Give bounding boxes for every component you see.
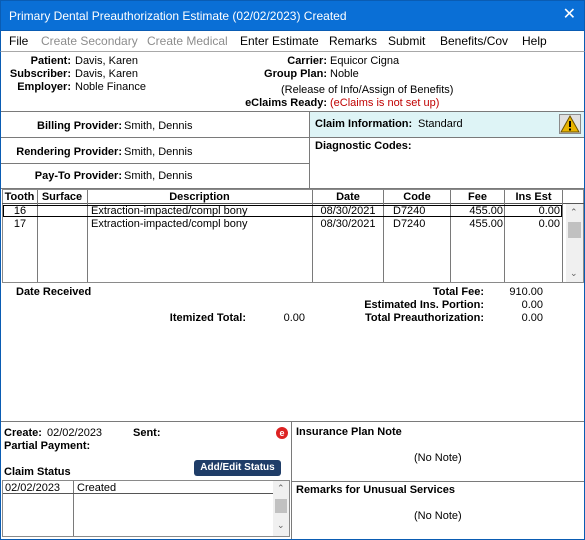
- employer-label: Employer:: [17, 81, 71, 93]
- add-edit-status-button[interactable]: Add/Edit Status: [194, 460, 281, 476]
- row-1-description: Extraction-impacted/compl bony: [91, 205, 248, 217]
- carrier-value: Equicor Cigna: [330, 55, 400, 67]
- status-scroll-thumb[interactable]: [275, 499, 287, 513]
- divider: [291, 421, 292, 539]
- scroll-up-icon[interactable]: ⌃: [570, 207, 578, 217]
- procedure-scroll-thumb[interactable]: [568, 222, 581, 238]
- col-divider: [450, 190, 451, 282]
- divider: [1, 137, 310, 138]
- estimated-ins-portion-value: 0.00: [521, 299, 543, 311]
- menu-create-secondary[interactable]: Create Secondary: [41, 34, 138, 48]
- claim-information-label: Claim Information:: [315, 118, 413, 130]
- create-value: 02/02/2023: [47, 427, 103, 439]
- col-surface[interactable]: Surface: [41, 191, 83, 203]
- divider: [310, 137, 584, 138]
- diagnostic-codes-label: Diagnostic Codes:: [315, 140, 412, 152]
- col-divider: [383, 190, 384, 282]
- sent-label: Sent:: [133, 427, 161, 439]
- payto-provider-label: Pay-To Provider:: [34, 170, 122, 182]
- row-1-code: D7240: [393, 205, 426, 217]
- create-label: Create:: [4, 427, 42, 439]
- title-bar: [0, 0, 585, 31]
- release-of-info: (Release of Info/Assign of Benefits): [281, 84, 454, 96]
- col-description[interactable]: Description: [169, 191, 230, 203]
- billing-provider-label: Billing Provider:: [37, 120, 122, 132]
- col-divider: [504, 190, 505, 282]
- billing-provider-value[interactable]: Smith, Dennis: [124, 120, 193, 132]
- carrier-label: Carrier:: [287, 55, 327, 67]
- menu-create-medical[interactable]: Create Medical: [147, 34, 228, 48]
- divider: [1, 163, 310, 164]
- divider: [1, 421, 584, 422]
- partial-payment-label: Partial Payment:: [4, 440, 91, 452]
- grid-header-divider: [2, 203, 584, 204]
- menu-remarks[interactable]: Remarks: [329, 34, 378, 48]
- menu-submit[interactable]: Submit: [388, 34, 426, 48]
- rendering-provider-label: Rendering Provider:: [16, 146, 122, 158]
- row-2-description: Extraction-impacted/compl bony: [91, 218, 248, 230]
- menu-help[interactable]: Help: [522, 34, 547, 48]
- menu-benefits-cov[interactable]: Benefits/Cov: [440, 34, 509, 48]
- subscriber-label: Subscriber:: [9, 68, 71, 80]
- eclaims-label: eClaims Ready:: [245, 97, 327, 109]
- total-preauthorization-value: 0.00: [521, 312, 543, 324]
- row-2-ins-est: 0.00: [538, 218, 560, 230]
- payto-provider-value[interactable]: Smith, Dennis: [124, 170, 193, 182]
- total-fee-value: 910.00: [509, 286, 543, 298]
- col-divider: [73, 481, 74, 536]
- rendering-provider-value[interactable]: Smith, Dennis: [124, 146, 193, 158]
- col-divider: [87, 190, 88, 282]
- row-2-code: D7240: [393, 218, 426, 230]
- status-row-date[interactable]: 02/02/2023: [5, 482, 61, 494]
- employer-value: Noble Finance: [75, 81, 146, 93]
- row-2-fee: 455.00: [469, 218, 503, 230]
- claim-status-label: Claim Status: [4, 466, 71, 478]
- col-code[interactable]: Code: [403, 191, 431, 203]
- col-divider: [562, 190, 563, 282]
- status-row-status[interactable]: Created: [77, 482, 117, 494]
- estimated-ins-portion-label: Estimated Ins. Portion:: [364, 299, 484, 311]
- col-fee[interactable]: Fee: [468, 191, 487, 203]
- patient-value: Davis, Karen: [75, 55, 138, 67]
- remarks-unusual-value: (No Note): [414, 510, 462, 522]
- group-plan-value: Noble: [330, 68, 359, 80]
- insurance-plan-note-value: (No Note): [414, 452, 462, 464]
- divider: [292, 481, 584, 482]
- eclaims-value: (eClaims is not set up): [330, 97, 440, 109]
- window-title: Primary Dental Preauthorization Estimate (02/02/2023) Created: [9, 9, 347, 23]
- remarks-unusual-label: Remarks for Unusual Services: [296, 484, 455, 496]
- menu-enter-estimate[interactable]: Enter Estimate: [240, 34, 319, 48]
- col-divider: [312, 190, 313, 282]
- itemized-total-label: Itemized Total:: [169, 312, 246, 324]
- row-2-tooth: 17: [13, 218, 27, 230]
- itemized-total-value: 0.00: [283, 312, 305, 324]
- date-received-label: Date Received: [16, 286, 92, 298]
- eclaim-icon[interactable]: e: [276, 427, 288, 439]
- row-2-date: 08/30/2021: [320, 218, 376, 230]
- row-1-fee: 455.00: [469, 205, 503, 217]
- col-ins-est[interactable]: Ins Est: [515, 191, 552, 203]
- insurance-plan-note-label: Insurance Plan Note: [296, 426, 402, 438]
- subscriber-value: Davis, Karen: [75, 68, 138, 80]
- col-date[interactable]: Date: [336, 191, 360, 203]
- claim-warning-button[interactable]: [559, 114, 581, 134]
- close-icon[interactable]: ✕: [562, 6, 576, 23]
- row-1-date: 08/30/2021: [320, 205, 376, 217]
- menu-file[interactable]: File: [9, 34, 29, 48]
- total-fee-label: Total Fee:: [432, 286, 484, 298]
- row-1-tooth: 16: [13, 205, 27, 217]
- warning-icon: [560, 115, 580, 133]
- total-preauthorization-label: Total Preauthorization:: [365, 312, 484, 324]
- claim-information-value: Standard: [418, 118, 463, 130]
- row-1-ins-est: 0.00: [538, 205, 560, 217]
- scroll-up-icon[interactable]: ⌃: [277, 483, 285, 493]
- scroll-down-icon[interactable]: ⌄: [277, 520, 285, 530]
- scroll-down-icon[interactable]: ⌄: [570, 268, 578, 278]
- patient-label: Patient:: [30, 55, 71, 67]
- col-divider: [37, 190, 38, 282]
- group-plan-label: Group Plan:: [264, 68, 327, 80]
- menu-bar: [0, 31, 585, 51]
- col-tooth[interactable]: Tooth: [4, 191, 35, 203]
